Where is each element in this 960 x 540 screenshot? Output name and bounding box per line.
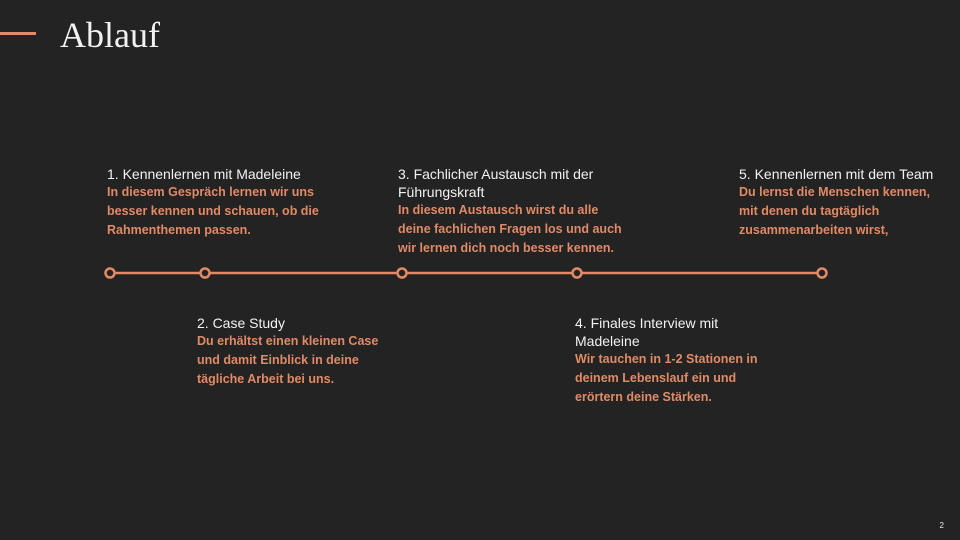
slide-title: Ablauf bbox=[60, 15, 160, 55]
accent-dash bbox=[0, 32, 36, 35]
timeline-step-5 bbox=[739, 165, 944, 240]
step-description: Du erhältst einen kleinen Case und damit Einblick in deine tägliche Arbeit bei uns. bbox=[197, 334, 379, 386]
step-description: Du lernst die Menschen kennen, mit denen du tagtäglich zusammenarbeiten wirst, bbox=[739, 185, 931, 237]
step-description: In diesem Austausch wirst du alle deine fachlichen Fragen los und auch wir lernen dich noch besser kennen. bbox=[398, 203, 622, 255]
timeline-step-1 bbox=[107, 165, 337, 240]
timeline-node-4 bbox=[573, 269, 582, 278]
timeline-node-5 bbox=[818, 269, 827, 278]
step-description: In diesem Gespräch lernen wir uns besser kennen und schauen, ob die Rahmenthemen passen. bbox=[107, 185, 319, 237]
step-title: 2. Case Study bbox=[197, 315, 285, 331]
step-title: 3. Fachlicher Austausch mit der Führungskraft bbox=[398, 166, 594, 200]
step-title: 5. Kennenlernen mit dem Team bbox=[739, 166, 934, 182]
page-number: 2 bbox=[939, 521, 944, 530]
timeline-step-4 bbox=[575, 314, 775, 407]
step-description: Wir tauchen in 1-2 Stationen in deinem Lebenslauf ein und erörtern deine Stärken. bbox=[575, 352, 758, 404]
timeline-step-2 bbox=[197, 314, 387, 389]
step-title: 4. Finales Interview mit Madeleine bbox=[575, 315, 719, 349]
timeline-step-3 bbox=[398, 165, 633, 258]
timeline-node-3 bbox=[398, 269, 407, 278]
timeline-node-2 bbox=[201, 269, 210, 278]
timeline-node-1 bbox=[106, 269, 115, 278]
step-title: 1. Kennenlernen mit Madeleine bbox=[107, 166, 301, 182]
